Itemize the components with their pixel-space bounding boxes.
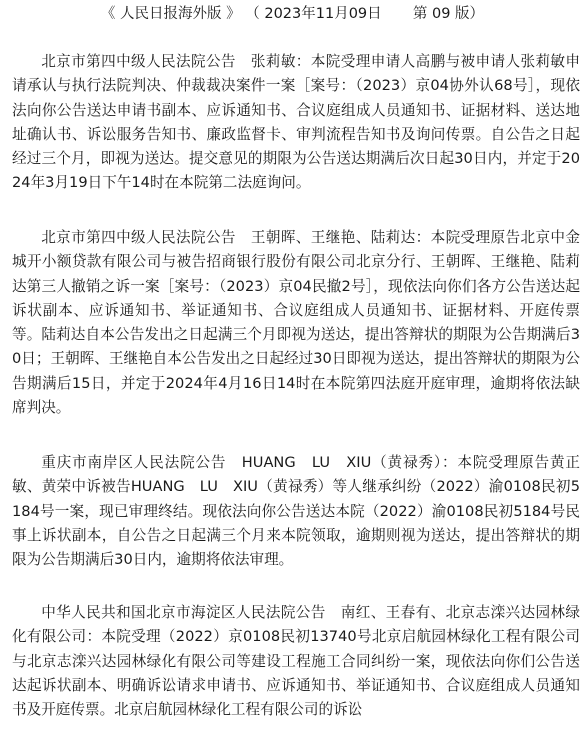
court-notice-huang-lu-xiu: 重庆市南岸区人民法院公告 HUANG LU XIU（黄禄秀）：本院受理原告黄正敏、黄荣中诉被告HUANG LU XIU（黄禄秀）等人继承纠纷（2022）渝0108民初5184号一案，现已审理终结。现依法向你公告送达本院（2022）渝0108民初5184号民事上诉状副本，自公告之日起满三个月来本院领取，逾期则视为送达，提出答辩状的期限为公告期满后30日内，逾期将依法审理。	[12, 454, 580, 569]
publication-header	[0, 2, 585, 26]
court-notice-wang-zhaohui: 北京市第四中级人民法院公告 王朝晖、王继艳、陆莉达：本院受理原告北京中金城开小额贷款有限公司与被告招商银行股份有限公司北京分行、王朝晖、王继艳、陆莉达第三人撤销之诉一案［案号：（2023）京04民撤2号］，现依法向你们各方公告送达起诉状副本、应诉通知书、举证通知书、合议庭组成人员通知书、证据材料、开庭传票等。陆莉达自本公告发出之日起满三个月即视为送达，提出答辩状的期限为公告期满后30日；王朝晖、王继艳自本公告发出之日起经过30日即视为送达，提出答辩状的期限为公告期满后15日，并定于2024年4月16日14时在本院第四法庭开庭审理，逾期将依法缺席判决。	[12, 229, 580, 417]
court-notice-zhang-limin: 北京市第四中级人民法院公告 张莉敏：本院受理申请人高鹏与被申请人张莉敏申请承认与执行法院判决、仲裁裁决案件一案［案号：（2023）京04协外认68号］，现依法向你公告送达申请书副本、应诉通知书、合议庭组成人员通知书、证据材料、送达地址确认书、诉讼服务告知书、廉政监督卡、审判流程告知书及询问传票。自公告之日起经过三个月，即视为送达。提交意见的期限为公告送达期满后次日起30日内，并定于2024年3月19日下午14时在本院第二法庭询问。	[12, 53, 580, 192]
publication-name: 《 人民日报海外版 》	[100, 6, 241, 22]
publication-date: （ 2023年11月09日	[245, 6, 382, 22]
court-notice-nan-hong: 中华人民共和国北京市海淀区人民法院公告 南红、王春有、北京志滦兴达园林绿化有限公司：本院受理（2022）京0108民初13740号北京启航园林绿化工程有限公司与北京志滦兴达园林绿化有限公司等建设工程施工合同纠纷一案，现依法向你们公告送达起诉状副本、明确诉讼请求申请书、应诉通知书、举证通知书、合议庭组成人员通知书及开庭传票。北京启航园林绿化工程有限公司的诉讼	[12, 604, 580, 719]
page-number: 第 09 版）	[412, 6, 485, 22]
